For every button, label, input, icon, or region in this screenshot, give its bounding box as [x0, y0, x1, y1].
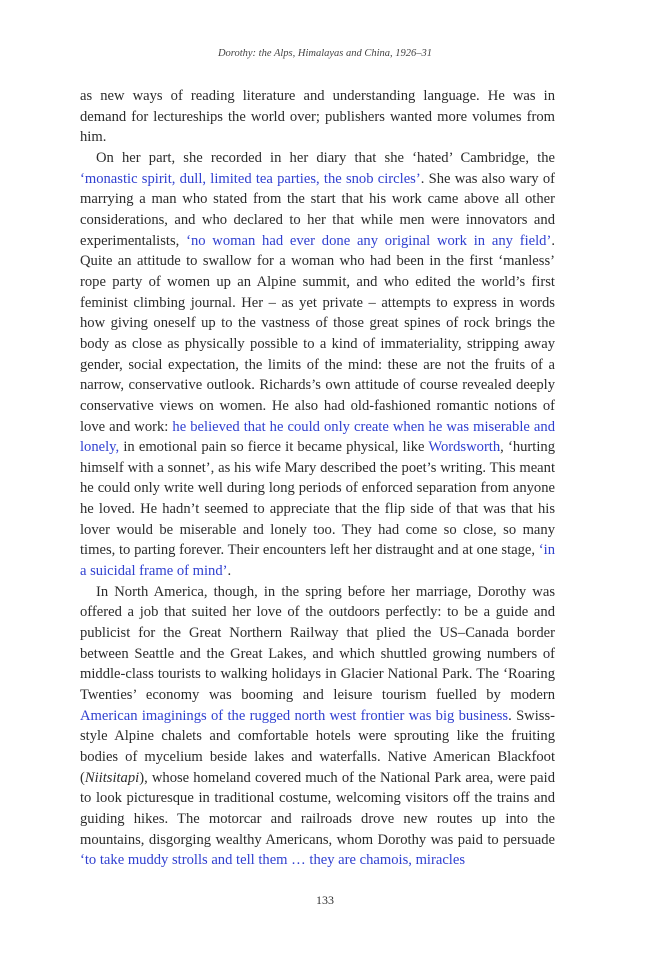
link-miserable-and-lonely[interactable]: he believed that he could only create when he was miserable and lonely, — [80, 418, 555, 456]
running-head: Dorothy: the Alps, Himalayas and China, 1926–31 — [217, 48, 433, 59]
text-span: in emotional pain so fierce it became physical, like — [119, 439, 429, 456]
paragraph-3 — [80, 582, 555, 871]
paragraph-1-text: as new ways of reading literature and understanding language. He was in demand for lectureships the world over; publishers wanted more volumes from him. — [80, 88, 555, 146]
italic-niitsitapi: Niitsitapi — [84, 769, 140, 786]
paragraph-1 — [80, 86, 555, 148]
link-wordsworth[interactable]: Wordsworth — [428, 439, 501, 456]
link-suicidal-frame-of-mind[interactable]: ‘in a suicidal frame of mind’ — [80, 542, 555, 580]
paragraph-2 — [80, 148, 555, 582]
link-muddy-strolls[interactable]: ‘to take muddy strolls and tell them … they are chamois, miracles — [80, 852, 466, 869]
link-no-woman-original-work[interactable]: ‘no woman had ever done any original work in any field’ — [186, 232, 552, 249]
text-span: , ‘hurting himself with a sonnet’, as his wife Mary described the poet’s writing. This meant he could only write well during long periods of enforced separation from anyone he loved. He hadn’t seemed to appreciate that the flip side of that was that his lover would be miserable and lonely too. They had come so close, so many times, to parting forever. Their encounters left her distraught and at one stage, — [80, 439, 555, 559]
text-span: . — [227, 563, 232, 580]
link-monastic-spirit[interactable]: ‘monastic spirit, dull, limited tea parties, the snob circles’ — [80, 170, 421, 187]
text-span: In North America, though, in the spring before her marriage, Dorothy was offered a job that suited her love of the outdoors perfectly: to be a guide and publicist for the Great Northern Railway that plied the US–Canada border between Seattle and the Great Lakes, and which shuttled growing numbers of middle-class tourists to walking holidays in Glacier National Park. The ‘Roaring Twenties’ economy was booming and leisure tourism fuelled by modern — [80, 583, 555, 704]
text-span: . Swiss-style Alpine chalets and comfortable hotels were sprouting like the fruiting bodies of mycelium beside lakes and waterfalls. Native American Blackfoot ( — [80, 707, 555, 786]
text-span: On her part, she recorded in her diary that she ‘hated’ Cambridge, the — [96, 149, 555, 166]
text-span: . Quite an attitude to swallow for a woman who had been in the first ‘manless’ rope party of women up an Alpine summit, and who edited the world’s first feminist climbing journal. Her – as yet private – attempts to express in words how giving oneself up to the vastness of those great spines of rock brings the body as close as physically possible to a kind of immateriality, stripping away gender, social expectation, the limits of the mind: these are not the fruits of a narrow, conservative outlook. Richards’s own attitude of course revealed deeply conservative views on women. He also had old-fashioned romantic notions of love and work: — [80, 232, 555, 435]
body-text — [80, 86, 555, 871]
link-american-imaginings[interactable]: American imaginings of the rugged north west frontier was big business — [80, 707, 509, 724]
page-number: 133 — [316, 893, 334, 907]
text-span: . She was also wary of marrying a man who stated from the start that his work came above all other considerations, and who declared to her that while men were innovators and experimentalists, — [80, 170, 555, 249]
text-span: ), whose homeland covered much of the National Park area, were paid to look picturesque in traditional costume, welcoming visitors off the trains and guiding hikes. The motorcar and railroads drove new routes up into the mountains, disgorging wealthy Americans, whom Dorothy was paid to persuade — [80, 769, 555, 848]
